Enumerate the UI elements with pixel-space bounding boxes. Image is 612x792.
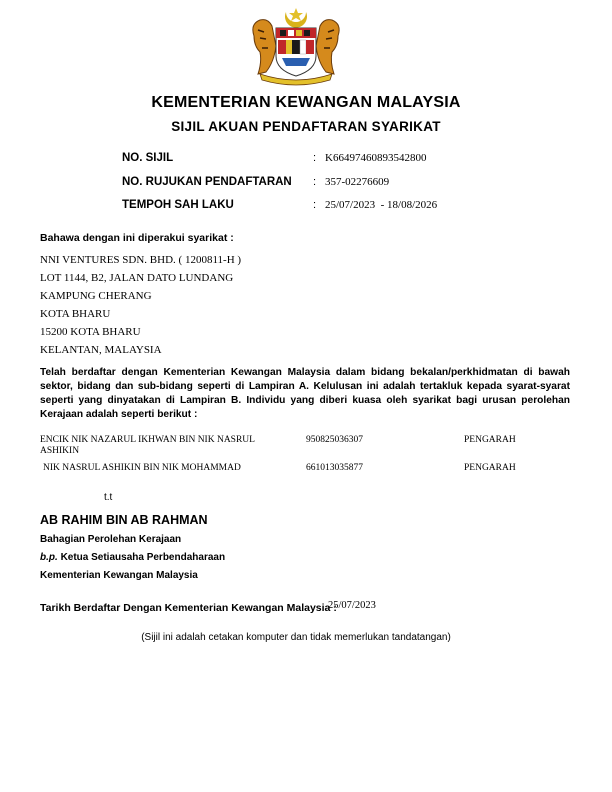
ministry-title: KEMENTERIAN KEWANGAN MALAYSIA — [151, 94, 461, 111]
company-name: NNI VENTURES SDN. BHD. ( 1200811-H ) — [40, 254, 242, 266]
malaysia-coat-of-arms-icon — [246, 6, 346, 86]
position-line — [40, 552, 225, 563]
address-line: KAMPUNG CHERANG — [40, 290, 152, 302]
registered-date-label: Tarikh Berdaftar Dengan Kementerian Kewangan Malaysia : — [40, 602, 337, 614]
individual-ic: 950825036307 — [306, 435, 363, 445]
certificate-number-label: NO. SIJIL — [122, 152, 174, 164]
registered-date-value: 25/07/2023 — [328, 600, 376, 611]
address-line: 15200 KOTA BHARU — [40, 326, 141, 338]
individual-ic: 661013035877 — [306, 463, 363, 473]
address-line: KOTA BHARU — [40, 308, 111, 320]
ministry-name: Kementerian Kewangan Malaysia — [40, 570, 198, 581]
individual-role: PENGARAH — [464, 463, 516, 473]
individual-role: PENGARAH — [464, 435, 516, 445]
validity-period-value: 25/07/2023 - 18/08/2026 — [325, 199, 438, 211]
colon: : — [313, 152, 317, 164]
tt-mark: t.t — [104, 492, 113, 503]
validity-period-label: TEMPOH SAH LAKU — [122, 199, 234, 211]
certificate-number-value: K66497460893542800 — [325, 152, 427, 164]
individual-name: ENCIK NIK NAZARUL IKHWAN BIN NIK NASRUL ASHIKIN — [40, 435, 255, 456]
address-line: LOT 1144, B2, JALAN DATO LUNDANG — [40, 272, 234, 284]
colon: : — [313, 199, 317, 211]
position-title: Ketua Setiausaha Perbendaharaan — [60, 552, 226, 563]
individual-name: NIK NASRUL ASHIKIN BIN NIK MOHAMMAD — [43, 463, 241, 473]
intro-text: Bahawa dengan ini diperakui syarikat : — [40, 232, 234, 244]
certificate-title: SIJIL AKUAN PENDAFTARAN SYARIKAT — [171, 119, 441, 134]
bp-prefix: b.p. — [40, 552, 58, 563]
address-line: KELANTAN, MALAYSIA — [40, 344, 162, 356]
registration-reference-label: NO. RUJUKAN PENDAFTARAN — [122, 176, 292, 188]
signatory-name: AB RAHIM BIN AB RAHMAN — [40, 513, 208, 527]
division-name: Bahagian Perolehan Kerajaan — [40, 534, 182, 545]
footer-note: (Sijil ini adalah cetakan komputer dan tidak memerlukan tandatangan) — [141, 632, 451, 643]
registration-paragraph: Telah berdaftar dengan Kementerian Kewangan Malaysia dalam bidang bekalan/perkhidmatan di bawah sektor, bidang dan sub-bidang seperti di Lampiran A. Kelulusan ini adalah tertakluk kepada syarat-syarat seperti yang dinyatakan di Lampiran B. Individu yang diberi kuasa oleh syarikat bagi urusan perolehan Kerajaan adalah seperti berikut : — [40, 367, 570, 420]
colon: : — [313, 176, 317, 188]
registration-reference-value: 357-02276609 — [325, 176, 390, 188]
